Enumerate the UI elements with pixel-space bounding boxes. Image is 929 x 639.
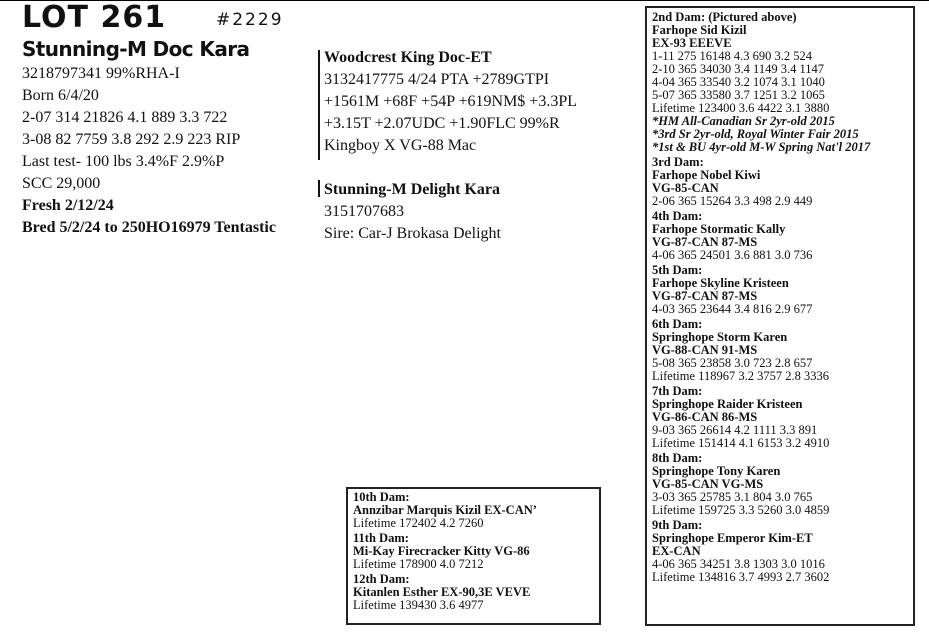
pedigree-box (645, 6, 915, 626)
entry-name: Farhope Sid Kizil (652, 23, 747, 37)
sire-block (324, 47, 577, 157)
entry-honor: *HM All-Canadian Sr 2yr-old 2015 (652, 114, 835, 128)
entry-heading: 8th Dam: (652, 451, 703, 465)
entry-record: Lifetime 172402 4.2 7260 (353, 516, 484, 530)
entry-record: 1-11 275 16148 4.3 690 3.2 524 (652, 49, 812, 63)
entry-heading: 2nd Dam: (Pictured above) (652, 10, 797, 24)
entry-score: EX-93 EEEVE (652, 36, 732, 50)
pedigree-entry (652, 156, 908, 208)
pedigree-entry (353, 532, 594, 571)
pedigree-entry (652, 452, 908, 517)
sire-name: Woodcrest King Doc-ET (324, 49, 492, 66)
entry-record: 4-06 365 34251 3.8 1303 3.0 1016 (652, 557, 825, 571)
entry-record: 4-04 365 33540 3.2 1074 3.1 1040 (652, 75, 825, 89)
entry-name: Kitanlen Esther EX-90,3E VEVE (353, 585, 531, 599)
entry-heading: 4th Dam: (652, 209, 703, 223)
lot-title: LOT 261 (22, 0, 167, 35)
pedigree-entry (652, 519, 908, 584)
entry-record: Lifetime 151414 4.1 6153 3.2 4910 (652, 436, 830, 450)
production-record: 2-07 314 21826 4.1 889 3.3 722 (22, 109, 228, 126)
entry-name: Farhope Nobel Kiwi (652, 168, 761, 182)
sire-line: +1561M +68F +54P +619NM$ +3.3PL (324, 93, 577, 110)
scc-line: SCC 29,000 (22, 175, 101, 192)
entry-record: 5-08 365 23858 3.0 723 2.8 657 (652, 356, 813, 370)
last-test: Last test- 100 lbs 3.4%F 2.9%P (22, 153, 225, 170)
sire-line: 3132417775 4/24 PTA +2789GTPI (324, 71, 550, 88)
entry-record: 2-06 365 15264 3.3 498 2.9 449 (652, 194, 813, 208)
entry-name: Annzibar Marquis Kizil EX-CAN’ (353, 503, 537, 517)
entry-record: 5-07 365 33580 3.7 1251 3.2 1065 (652, 88, 825, 102)
entry-name: Farhope Skyline Kristeen (652, 276, 789, 290)
entry-record: 3-03 365 25785 3.1 804 3.0 765 (652, 490, 813, 504)
cow-details (22, 63, 276, 239)
entry-record: 4-03 365 23644 3.4 816 2.9 677 (652, 302, 813, 316)
fresh-date: Fresh 2/12/24 (22, 197, 114, 214)
entry-score: VG-87-CAN 87-MS (652, 289, 758, 303)
cow-name: Stunning-M Doc Kara (22, 37, 250, 61)
entry-score: VG-87-CAN 87-MS (652, 235, 758, 249)
entry-name: Mi-Kay Firecracker Kitty VG-86 (353, 544, 530, 558)
entry-record: Lifetime 139430 3.6 4977 (353, 598, 484, 612)
pedigree-entry (652, 318, 908, 383)
bred-info: Bred 5/2/24 to 250HO16979 Tentastic (22, 219, 276, 236)
entry-score: VG-85-CAN (652, 181, 719, 195)
entry-honor: *1st & BU 4yr-old M-W Spring Nat'l 2017 (652, 140, 871, 154)
entry-heading: 11th Dam: (353, 531, 409, 545)
entry-record: 4-06 365 24501 3.6 881 3.0 736 (652, 248, 813, 262)
dam-sire: Sire: Car-J Brokasa Delight (324, 225, 501, 242)
dam-bracket (318, 180, 320, 197)
entry-heading: 5th Dam: (652, 263, 703, 277)
entry-score: VG-86-CAN 86-MS (652, 410, 758, 424)
entry-score: VG-85-CAN VG-MS (652, 477, 764, 491)
pedigree-entry (353, 491, 594, 530)
entry-heading: 12th Dam: (353, 572, 410, 586)
entry-record: 9-03 365 26614 4.2 1111 3.3 891 (652, 423, 818, 437)
entry-name: Springhope Emperor Kim-ET (652, 531, 813, 545)
entry-record: 2-10 365 34030 3.4 1149 3.4 1147 (652, 62, 824, 76)
registration-line: 3218797341 99%RHA-I (22, 65, 180, 82)
sire-line: Kingboy X VG-88 Mac (324, 137, 477, 154)
entry-record: Lifetime 118967 3.2 3757 2.8 3336 (652, 369, 829, 383)
pedigree-entry (353, 573, 594, 612)
entry-heading: 9th Dam: (652, 518, 703, 532)
pedigree-entry (652, 385, 908, 450)
dam-block (324, 179, 501, 245)
sire-bracket (318, 50, 320, 160)
birth-date: Born 6/4/20 (22, 87, 99, 104)
entry-heading: 7th Dam: (652, 384, 703, 398)
entry-record: Lifetime 123400 3.6 4422 3.1 3880 (652, 101, 830, 115)
sire-line: +3.15T +2.07UDC +1.90FLC 99%R (324, 115, 560, 132)
entry-name: Springhope Storm Karen (652, 330, 788, 344)
lot-number: #2229 (216, 10, 284, 30)
dam-name: Stunning-M Delight Kara (324, 181, 501, 198)
entry-score: EX-CAN (652, 544, 701, 558)
lower-pedigree-box (346, 487, 601, 625)
dam-registration: 3151707683 (324, 203, 404, 220)
production-record: 3-08 82 7759 3.8 292 2.9 223 RIP (22, 131, 241, 148)
pedigree-entry (652, 11, 908, 154)
entry-record: Lifetime 134816 3.7 4993 2.7 3602 (652, 570, 830, 584)
entry-record: Lifetime 178900 4.0 7212 (353, 557, 484, 571)
entry-name: Springhope Tony Karen (652, 464, 781, 478)
entry-heading: 10th Dam: (353, 490, 410, 504)
entry-honor: *3rd Sr 2yr-old, Royal Winter Fair 2015 (652, 127, 859, 141)
entry-name: Springhope Raider Kristeen (652, 397, 803, 411)
entry-name: Farhope Stormatic Kally (652, 222, 786, 236)
pedigree-entry (652, 264, 908, 316)
entry-heading: 6th Dam: (652, 317, 703, 331)
entry-heading: 3rd Dam: (652, 155, 704, 169)
pedigree-entry (652, 210, 908, 262)
entry-score: VG-88-CAN 91-MS (652, 343, 758, 357)
entry-record: Lifetime 159725 3.3 5260 3.0 4859 (652, 503, 830, 517)
